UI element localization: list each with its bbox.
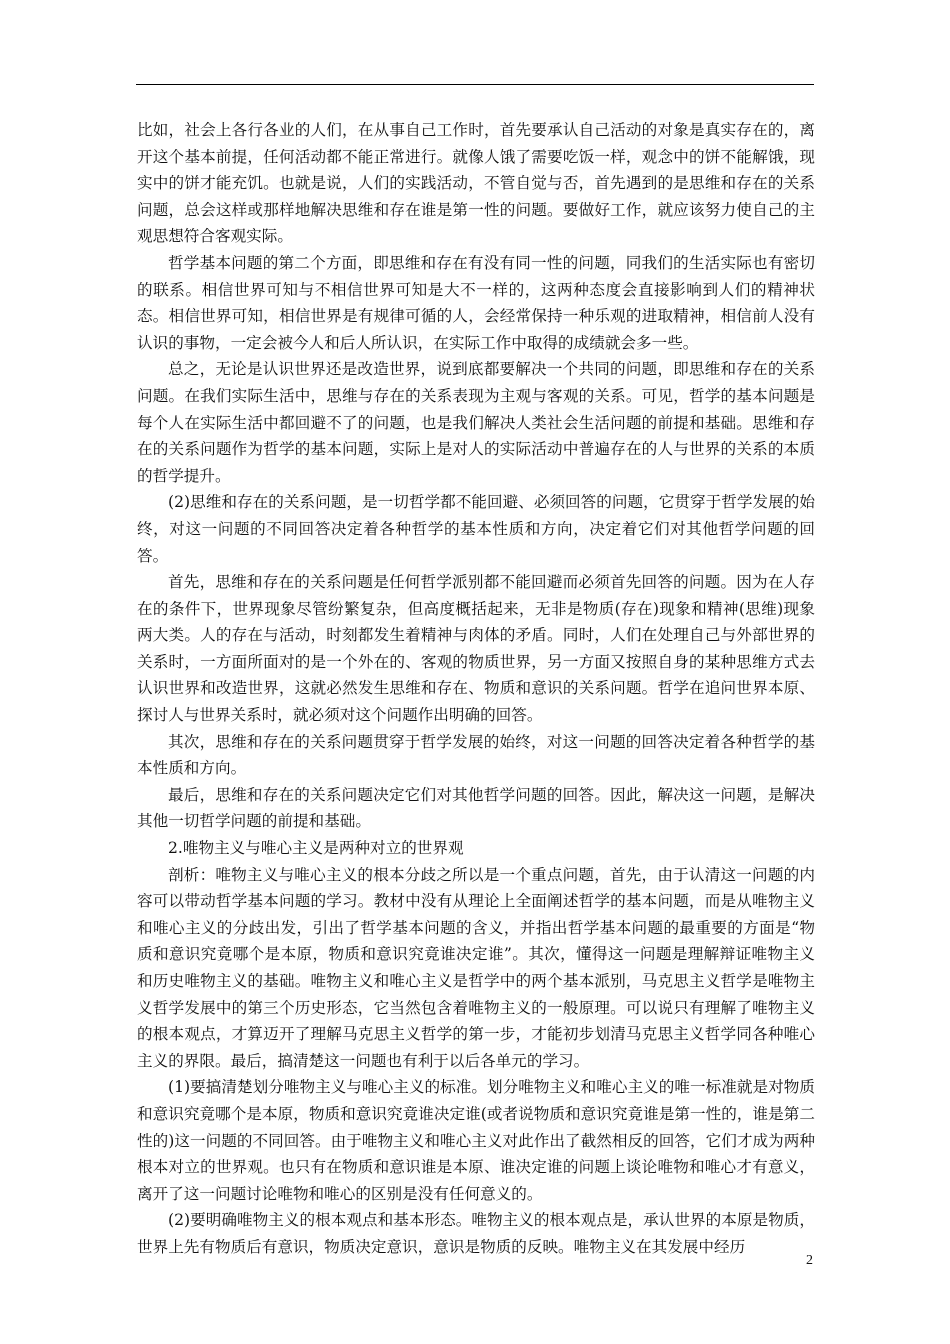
page-number: 2: [806, 1253, 813, 1268]
paragraph-2: 哲学基本问题的第二个方面，即思维和存在有没有同一性的问题，同我们的生活实际也有密切的联系。相信世界可知与不相信世界可知是大不一样的，这两种态度会直接影响到人们的精神状态。相信世界可知，相信世界是有规律可循的人，会经常保持一种乐观的进取精神，相信前人没有认识的事物，一定会被今人和后人所认识，在实际工作中取得的成绩就会多一些。: [137, 253, 815, 352]
paragraph-5: 首先，思维和存在的关系问题是任何哲学派别都不能回避而必须首先回答的问题。因为在人存在的条件下，世界现象尽管纷繁复杂，但高度概括起来，无非是物质(存在)现象和精神(思维)现象两大类。人的存在与活动，时刻都发生着精神与肉体的矛盾。同时，人们在处理自己与外部世界的关系时，一方面所面对的是一个外在的、客观的物质世界，另一方面又按照自身的某种思维方式去认识世界和改造世界，这就必然发生思维和存在、物质和意识的关系问题。哲学在追问世界本原、探讨人与世界关系时，就必须对这个问题作出明确的回答。: [137, 573, 815, 725]
paragraph-8: 剖析：唯物主义与唯心主义的根本分歧之所以是一个重点问题，首先，由于认清这一问题的内容可以带动哲学基本问题的学习。教材中没有从理论上全面阐述哲学的基本问题，而是从唯物主义和唯心主义的分歧出发，引出了哲学基本问题的含义，并指出哲学基本问题的最重要的方面是“物质和意识究竟哪个是本原，物质和意识究竟谁决定谁”。其次，懂得这一问题是理解辩证唯物主义和历史唯物主义的基础。唯物主义和唯心主义是哲学中的两个基本派别，马克思主义哲学是唯物主义哲学发展中的第三个历史形态，它当然包含着唯物主义的一般原理。可以说只有理解了唯物主义的根本观点，才算迈开了理解马克思主义哲学的第一步，才能初步划清马克思主义哲学同各种唯心主义的界限。最后，搞清楚这一问题也有利于以后各单元的学习。: [137, 865, 815, 1070]
header-rule: [136, 84, 814, 85]
paragraph-7: 最后，思维和存在的关系问题决定它们对其他哲学问题的回答。因此，解决这一问题，是解决其他一切哲学问题的前提和基础。: [137, 785, 815, 831]
paragraph-1: 比如，社会上各行各业的人们，在从事自己工作时，首先要承认自己活动的对象是真实存在的，离开这个基本前提，任何活动都不能正常进行。就像人饿了需要吃饭一样，观念中的饼不能解饿，现实中的饼才能充饥。也就是说，人们的实践活动，不管自觉与否，首先遇到的是思维和存在的关系问题，总会这样或那样地解决思维和存在谁是第一性的问题。要做好工作，就应该努力使自己的主观思想符合客观实际。: [137, 121, 815, 246]
paragraph-6: 其次，思维和存在的关系问题贯穿于哲学发展的始终，对这一问题的回答决定着各种哲学的基本性质和方向。: [137, 732, 815, 778]
document-body: [137, 117, 815, 1261]
section-heading: 2.唯物主义与唯心主义是两种对立的世界观: [168, 839, 464, 858]
paragraph-10: (2)要明确唯物主义的根本观点和基本形态。唯物主义的根本观点是，承认世界的本原是物质，世界上先有物质后有意识，物质决定意识，意识是物质的反映。唯物主义在其发展中经历: [137, 1211, 815, 1256]
paragraph-4: (2)思维和存在的关系问题，是一切哲学都不能回避、必须回答的问题，它贯穿于哲学发展的始终，对这一问题的不同回答决定着各种哲学的基本性质和方向，决定着它们对其他哲学问题的回答。: [137, 493, 815, 565]
paragraph-3: 总之，无论是认识世界还是改造世界，说到底都要解决一个共同的问题，即思维和存在的关系问题。在我们实际生活中，思维与存在的关系表现为主观与客观的关系。可见，哲学的基本问题是每个人在实际生活中都回避不了的问题，也是我们解决人类社会生活问题的前提和基础。思维和存在的关系问题作为哲学的基本问题，实际上是对人的实际活动中普遍存在的人与世界的关系的本质的哲学提升。: [137, 360, 815, 485]
paragraph-9: (1)要搞清楚划分唯物主义与唯心主义的标准。划分唯物主义和唯心主义的唯一标准就是对物质和意识究竟哪个是本原，物质和意识究竟谁决定谁(或者说物质和意识究竟谁是第一性的，谁是第二性的)这一问题的不同回答。由于唯物主义和唯心主义对此作出了截然相反的回答，它们才成为两种根本对立的世界观。也只有在物质和意识谁是本原、谁决定谁的问题上谈论唯物和唯心才有意义，离开了这一问题讨论唯物和唯心的区别是没有任何意义的。: [137, 1078, 815, 1203]
